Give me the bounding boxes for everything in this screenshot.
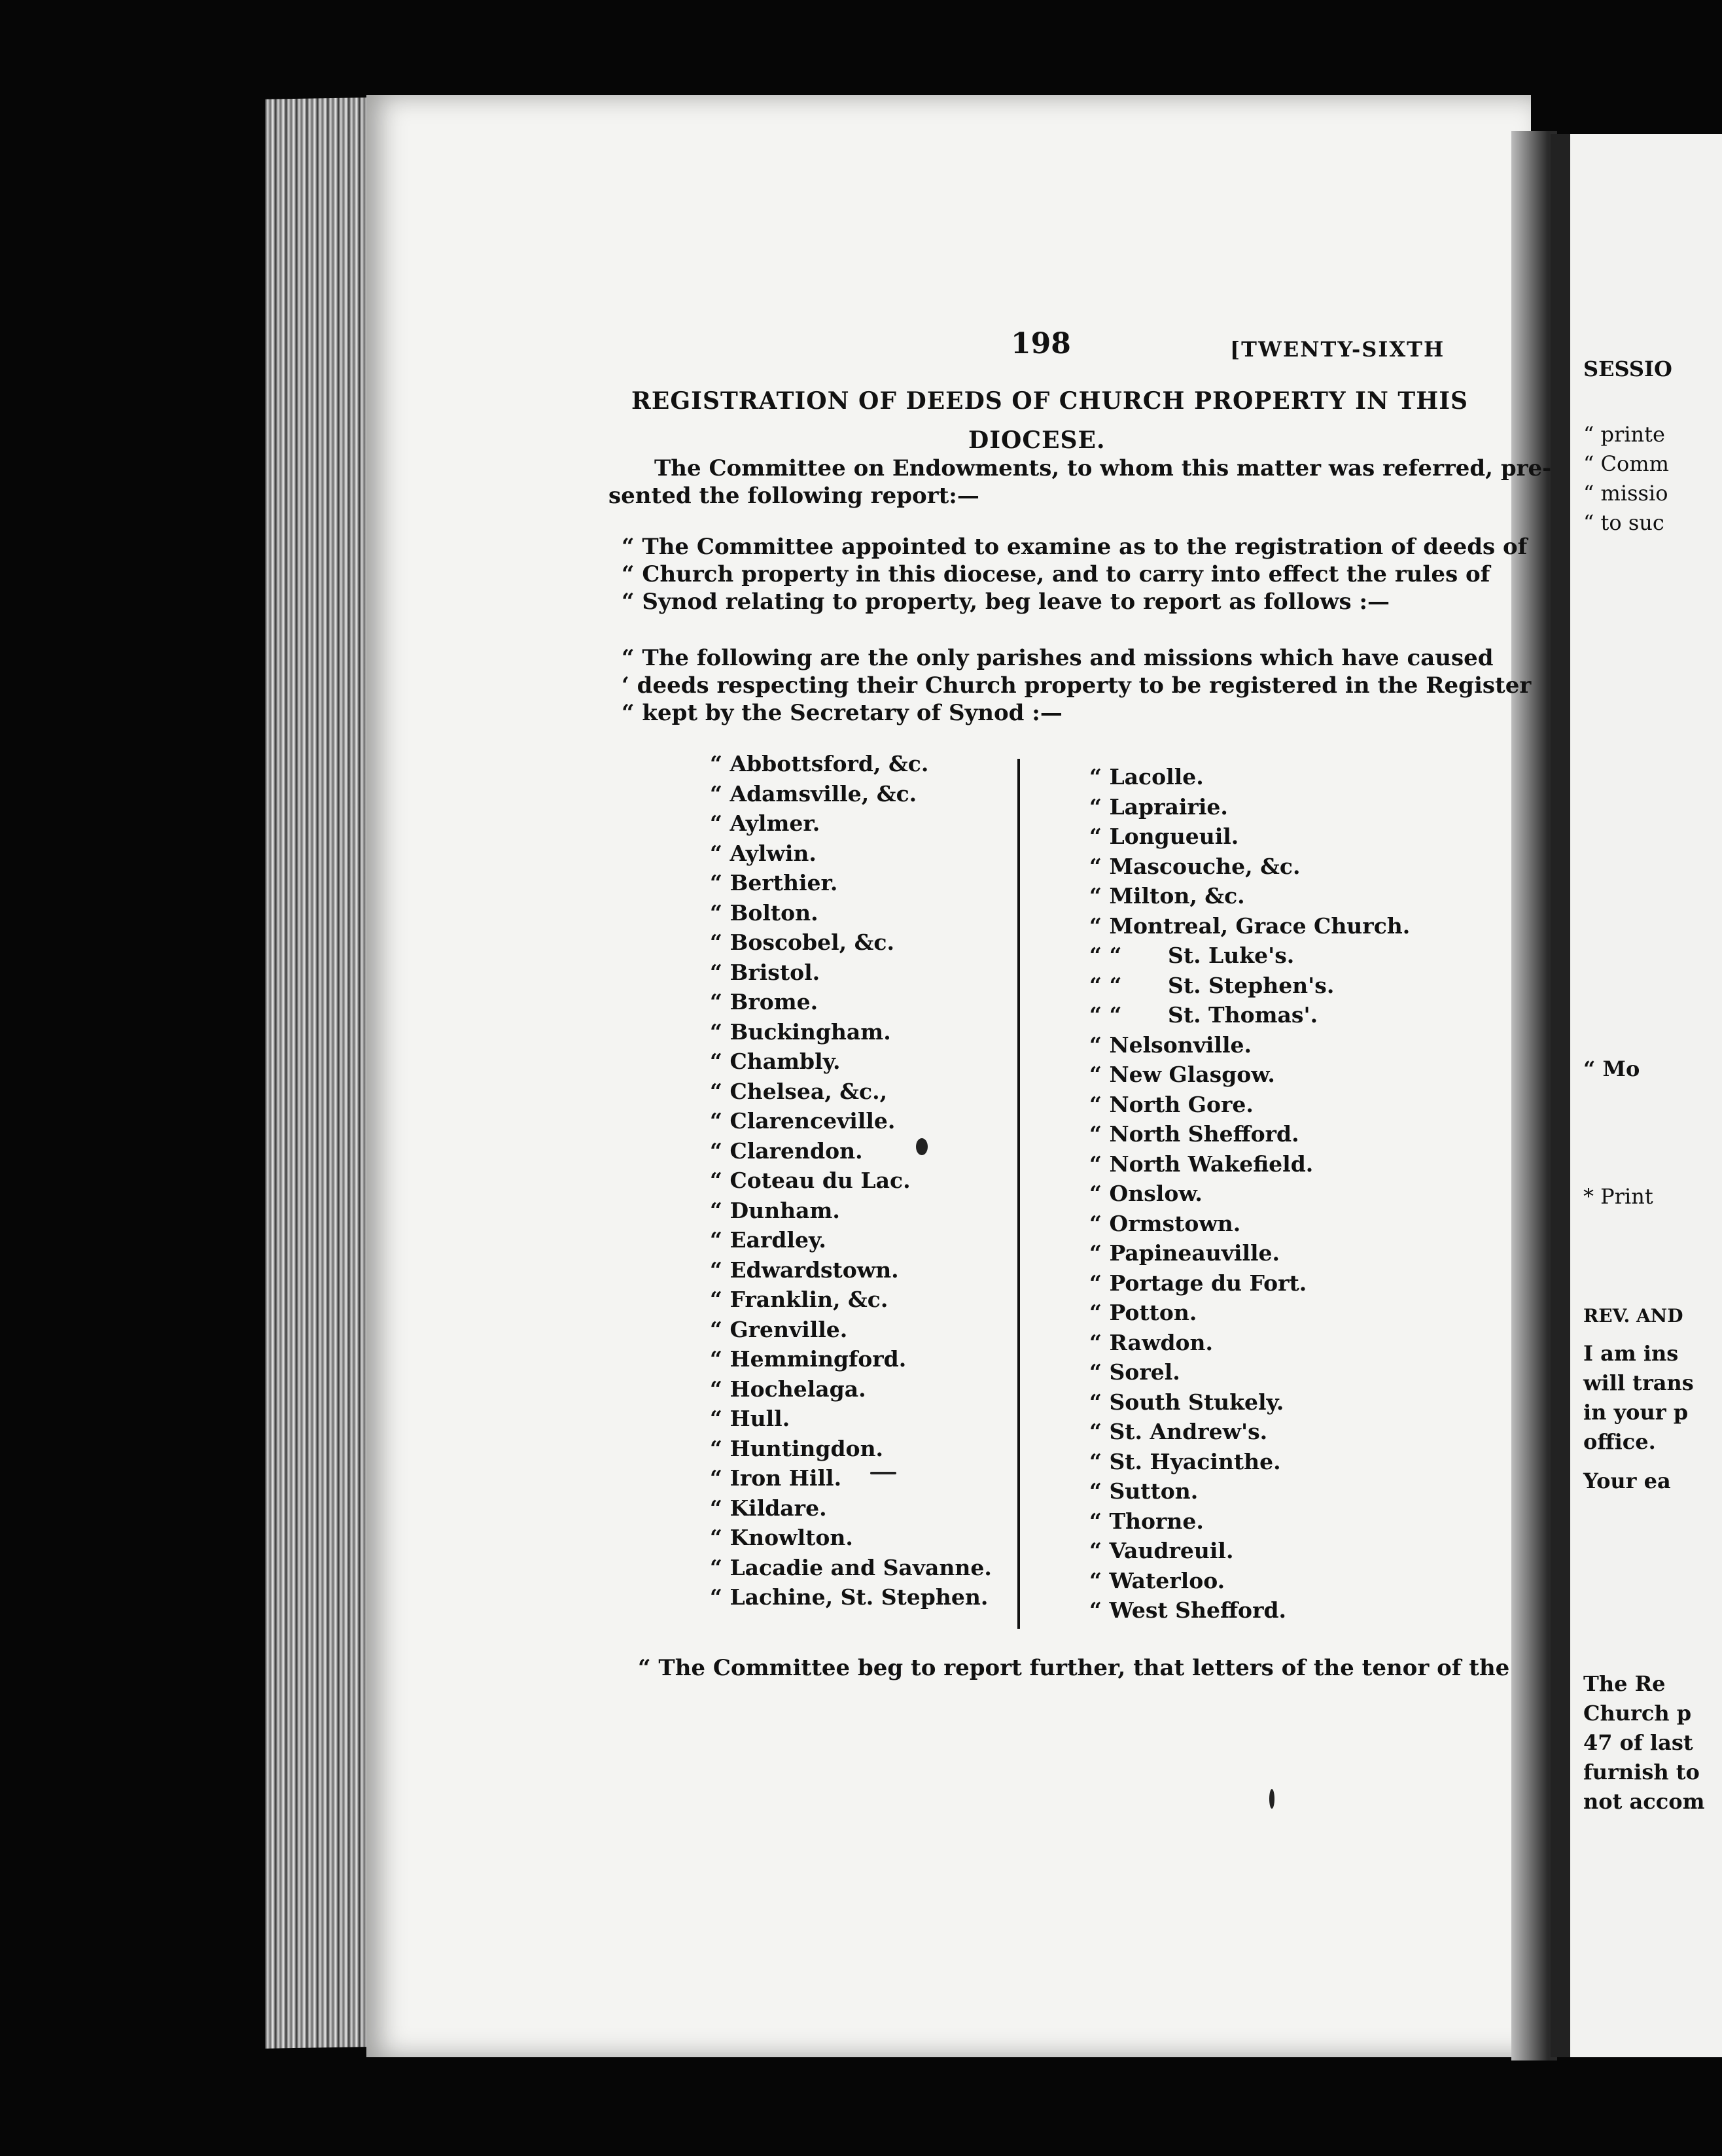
parish-item: “ Portage du Fort.	[1089, 1270, 1307, 1296]
facing-page-line: I am ins	[1583, 1341, 1679, 1366]
intro-line: The Committee on Endowments, to whom this matter was referred, pre-	[654, 455, 1552, 481]
facing-page-line: SESSIO	[1583, 356, 1672, 381]
intro-line: sented the following report:—	[608, 483, 979, 509]
parish-item: “ Mascouche, &c.	[1089, 853, 1301, 879]
ink-speck	[916, 1138, 928, 1155]
ditto-marks: “ “	[1089, 1002, 1122, 1028]
parish-item: “ Bolton.	[710, 899, 818, 926]
parish-item: “ Chambly.	[710, 1049, 841, 1074]
facing-page-line: 47 of last	[1583, 1730, 1693, 1755]
facing-page-line: furnish to	[1583, 1760, 1700, 1784]
parish-item: “ Laprairie.	[1089, 793, 1228, 820]
facing-page-line: * Print	[1583, 1184, 1653, 1209]
section-title-line-1: REGISTRATION OF DEEDS OF CHURCH PROPERTY IN THIS	[631, 387, 1469, 415]
facing-page-line: Church p	[1583, 1701, 1692, 1726]
parish-item: “ Franklin, &c.	[710, 1287, 888, 1312]
parish-item: “ Eardley.	[710, 1227, 826, 1253]
parish-item: “ Potton.	[1089, 1300, 1197, 1325]
facing-page-line: REV. AND	[1583, 1305, 1683, 1327]
report-line: “ Church property in this diocese, and to carry into effect the rules of	[622, 561, 1490, 587]
ink-speck	[870, 1472, 896, 1474]
parish-item: “ Berthier.	[710, 870, 838, 895]
parish-item: “ North Shefford.	[1089, 1121, 1299, 1147]
facing-page-line: will trans	[1583, 1370, 1694, 1395]
parish-item: “ Vaudreuil.	[1089, 1538, 1234, 1563]
facing-page-line: in your p	[1583, 1400, 1689, 1425]
parish-item: “ Aylwin.	[710, 840, 817, 866]
parish-item: “ West Shefford.	[1089, 1597, 1287, 1623]
parish-item: “ Rawdon.	[1089, 1329, 1214, 1355]
parish-item: “ Iron Hill.	[710, 1465, 842, 1491]
ditto-marks: “ “	[1089, 943, 1122, 968]
parish-item: “ Grenville.	[710, 1316, 848, 1342]
parish-item: “ Dunham.	[710, 1197, 840, 1223]
parish-item: “ Longueuil.	[1089, 824, 1239, 849]
facing-page-line: “ missio	[1583, 481, 1668, 506]
parish-item: “ Thorne.	[1089, 1508, 1204, 1534]
parish-item: “ Coteau du Lac.	[710, 1168, 911, 1193]
column-divider	[1017, 759, 1020, 1629]
parish-item: “ Aylmer.	[710, 810, 820, 836]
parish-item: “ Waterloo.	[1089, 1567, 1225, 1593]
parish-item: “ Hochelaga.	[710, 1376, 866, 1402]
parish-item: “ Lachine, St. Stephen.	[710, 1584, 989, 1610]
parish-item: “ Lacolle.	[1089, 764, 1204, 790]
parish-subitem-name: St. Thomas'.	[1168, 1002, 1318, 1028]
parish-item: “ Huntingdon.	[710, 1435, 884, 1461]
parish-item: “ Kildare.	[710, 1495, 827, 1521]
parish-list-left	[710, 749, 992, 1612]
facing-page-line: office.	[1583, 1429, 1656, 1454]
report-line: “ The Committee appointed to examine as to the registration of deeds of	[622, 534, 1528, 560]
parish-item: “ New Glasgow.	[1089, 1062, 1275, 1087]
page-number: 198	[1011, 327, 1071, 360]
running-head: [TWENTY-SIXTH	[1230, 337, 1445, 362]
parish-subitem	[1089, 971, 1410, 1001]
parish-item: “ Ormstown.	[1089, 1210, 1241, 1236]
ink-speck	[1269, 1789, 1274, 1809]
report-line: “ kept by the Secretary of Synod :—	[622, 700, 1063, 726]
parish-item: “ Edwardstown.	[710, 1257, 899, 1283]
parish-item: “ Milton, &c.	[1089, 883, 1245, 909]
parish-list-right	[1089, 762, 1410, 1626]
closing-paragraph-line: “ The Committee beg to report further, that letters of the tenor of the	[638, 1655, 1510, 1681]
parish-item: “ Buckingham.	[710, 1018, 891, 1045]
parish-item: “ Lacadie and Savanne.	[710, 1554, 992, 1580]
parish-item: “ North Gore.	[1089, 1091, 1254, 1117]
ditto-marks: “ “	[1089, 972, 1122, 998]
report-paragraph-2	[622, 644, 1531, 727]
parish-item: “ Brome.	[710, 989, 818, 1015]
parish-item: “ Hemmingford.	[710, 1346, 907, 1372]
parish-item: “ North Wakefield.	[1089, 1151, 1314, 1177]
parish-item: “ Chelsea, &c.,	[710, 1078, 888, 1104]
parish-item: “ Abbottsford, &c.	[710, 751, 929, 776]
facing-page-line: “ printe	[1583, 422, 1665, 447]
facing-page	[1551, 134, 1722, 2057]
parish-subitem-name: St. Luke's.	[1168, 943, 1295, 968]
parish-item: “ Sutton.	[1089, 1478, 1199, 1504]
facing-page-line: The Re	[1583, 1671, 1666, 1696]
parish-item: “ Clarendon.	[710, 1138, 863, 1164]
parish-subitem	[1089, 1000, 1410, 1030]
facing-page-line: “ Mo	[1583, 1056, 1640, 1081]
facing-page-line: Your ea	[1583, 1469, 1671, 1493]
parish-item: “ St. Andrew's.	[1089, 1419, 1268, 1444]
facing-page-line: not accom	[1583, 1789, 1705, 1814]
parish-subitem-name: St. Stephen's.	[1168, 972, 1335, 998]
parish-item: “ Adamsville, &c.	[710, 780, 917, 807]
report-paragraph-1	[622, 533, 1527, 616]
parish-item: “ Papineauville.	[1089, 1240, 1280, 1266]
facing-page-line: “ to suc	[1583, 510, 1664, 535]
parish-item: “ Onslow.	[1089, 1181, 1203, 1206]
parish-item: “ Bristol.	[710, 959, 820, 985]
parish-item: “ Nelsonville.	[1089, 1032, 1252, 1058]
report-line: “ The following are the only parishes and missions which have caused	[622, 645, 1494, 671]
report-line: ‘ deeds respecting their Church property to be registered in the Register	[622, 672, 1532, 699]
parish-item: “ St. Hyacinthe.	[1089, 1448, 1281, 1474]
facing-page-line: “ Comm	[1583, 451, 1669, 476]
parish-item: “ Hull.	[710, 1406, 790, 1431]
report-line: “ Synod relating to property, beg leave to report as follows :—	[622, 589, 1390, 615]
parish-item: “ Boscobel, &c.	[710, 930, 895, 955]
parish-subitem	[1089, 941, 1410, 971]
parish-item: “ Clarenceville.	[710, 1108, 896, 1134]
parish-item: “ South Stukely.	[1089, 1389, 1284, 1415]
section-title-line-2: DIOCESE.	[968, 426, 1106, 454]
parish-item: “ Sorel.	[1089, 1359, 1180, 1385]
parish-item: “ Montreal, Grace Church.	[1089, 913, 1411, 939]
intro-paragraph	[608, 455, 1551, 510]
parish-item: “ Knowlton.	[710, 1525, 853, 1550]
